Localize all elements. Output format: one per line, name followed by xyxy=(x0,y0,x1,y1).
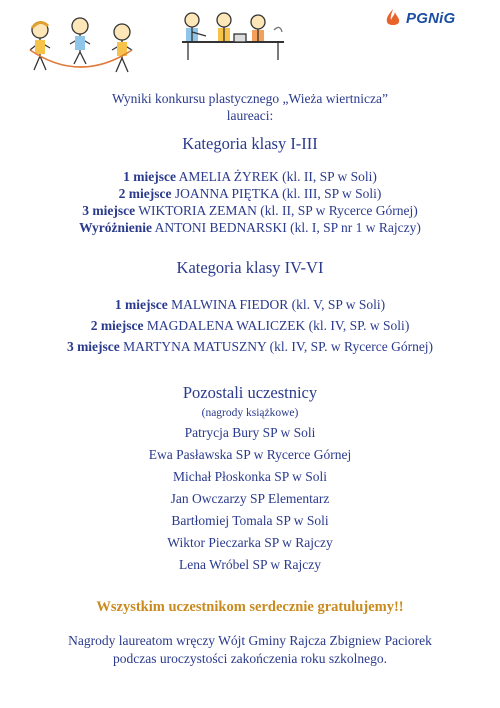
announcement xyxy=(0,90,500,668)
others-list xyxy=(0,422,500,576)
winner-place: 2 miejsce xyxy=(90,318,144,333)
winner-text: AMELIA ŻYREK (kl. II, SP w Soli) xyxy=(175,169,377,184)
participant-item: Michał Płoskonka SP w Soli xyxy=(172,469,328,484)
kids-at-table-illustration xyxy=(178,10,288,62)
winner-text: MALWINA FIEDOR (kl. V, SP w Soli) xyxy=(167,297,386,312)
congratulations-text: Wszystkim uczestnikom serdecznie gratulujemy!! xyxy=(96,599,404,615)
kids-jumping-rope-illustration xyxy=(22,14,142,82)
others-title: Pozostali uczestnicy xyxy=(182,383,318,402)
winner-text: ANTONI BEDNARSKI (kl. I, SP nr 1 w Rajczy) xyxy=(152,220,421,235)
winner-place: 2 miejsce xyxy=(118,186,172,201)
intro-line-1: Wyniki konkursu plastycznego „Wieża wiertnicza” xyxy=(111,91,389,106)
participant-item: Bartłomiej Tomala SP w Soli xyxy=(171,513,329,528)
winner-place: Wyróżnienie xyxy=(79,220,153,235)
header xyxy=(0,0,500,92)
category-2-winners xyxy=(0,294,500,357)
winner-row xyxy=(0,336,500,357)
winner-place: 1 miejsce xyxy=(123,169,176,184)
winner-row xyxy=(0,294,500,315)
logo-text: PGNiG xyxy=(406,9,456,27)
category-1-winners xyxy=(0,168,500,236)
winner-row xyxy=(0,315,500,336)
winner-text: WIKTORIA ZEMAN (kl. II, SP w Rycerce Górnej) xyxy=(135,203,418,218)
participant-item: Ewa Pasławska SP w Rycerce Górnej xyxy=(148,447,352,462)
note-line-2: podczas uroczystości zakończenia roku szkolnego. xyxy=(112,651,388,666)
intro-line-2: laureaci: xyxy=(226,108,274,123)
winner-row xyxy=(0,185,500,202)
winner-text: MARTYNA MATUSZNY (kl. IV, SP. w Rycerce Górnej) xyxy=(119,339,434,354)
flame-icon xyxy=(384,8,402,28)
pgnig-logo xyxy=(384,4,480,32)
participant-item: Wiktor Pieczarka SP w Rajczy xyxy=(167,535,333,550)
participant-item: Lena Wróbel SP w Rajczy xyxy=(179,557,321,572)
winner-row xyxy=(0,202,500,219)
participant-item: Patrycja Bury SP w Soli xyxy=(184,425,316,440)
category-1-title: Kategoria klasy I-III xyxy=(182,134,318,153)
winner-place: 3 miejsce xyxy=(82,203,136,218)
winner-text: JOANNA PIĘTKA (kl. III, SP w Soli) xyxy=(171,186,382,201)
winner-row xyxy=(0,168,500,185)
participant-item: Jan Owczarzy SP Elementarz xyxy=(170,491,330,506)
note-line-1: Nagrody laureatom wręczy Wójt Gminy Rajcza Zbigniew Paciorek xyxy=(68,633,432,648)
winner-row xyxy=(0,219,500,236)
winner-text: MAGDALENA WALICZEK (kl. IV, SP. w Soli) xyxy=(143,318,410,333)
winner-place: 3 miejsce xyxy=(66,339,120,354)
winner-place: 1 miejsce xyxy=(114,297,168,312)
others-subtitle: (nagrody książkowe) xyxy=(201,407,299,419)
category-2-title: Kategoria klasy IV-VI xyxy=(176,258,324,277)
